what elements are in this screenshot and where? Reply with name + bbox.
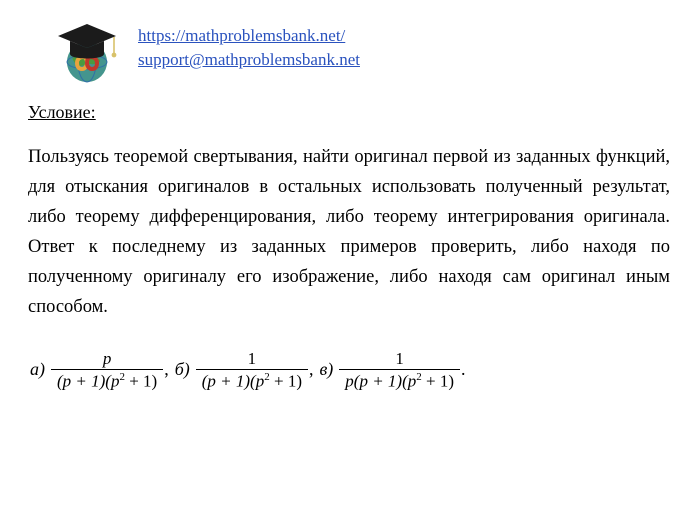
formula-item-a bbox=[30, 349, 173, 391]
fraction-b-den-exp: 2 bbox=[264, 370, 270, 383]
formula-c-separator: . bbox=[461, 359, 466, 380]
formula-item-c bbox=[319, 349, 469, 391]
formula-label-a: а) bbox=[30, 359, 45, 380]
fraction-a-numerator: p bbox=[102, 348, 112, 368]
condition-label: Условие: bbox=[28, 102, 96, 122]
fraction-b-numerator: 1 bbox=[247, 348, 257, 368]
website-link[interactable]: https://mathproblemsbank.net/ bbox=[138, 26, 346, 45]
logo-svg bbox=[50, 16, 124, 90]
fraction-b bbox=[196, 349, 308, 391]
fraction-c-denominator bbox=[339, 370, 460, 391]
problem-statement: Пользуясь теоремой свертывания, найти оригинал первой из заданных функций, для отыскания оригиналов в остальных использовать полученный результат, либо теорему дифференцирования, либо теорему интегрирования оригинала. Ответ к последнему из заданных примеров проверить, либо находя по полученному оригиналу его изображение, либо находя сам оригинал иным способом. bbox=[28, 147, 670, 317]
fraction-c-den-post: + 1) bbox=[421, 371, 455, 391]
formula-b-separator: , bbox=[308, 359, 314, 380]
contact-links bbox=[138, 16, 360, 72]
fraction-b-denominator bbox=[196, 370, 308, 391]
formula-a-separator: , bbox=[164, 359, 169, 380]
fraction-b-den-pre: (p + 1)(p bbox=[201, 371, 265, 391]
graduation-cap-globe-logo bbox=[50, 16, 124, 90]
fraction-c bbox=[339, 349, 460, 391]
fraction-c-den-exp: 2 bbox=[416, 370, 422, 383]
document-header bbox=[28, 10, 670, 90]
email-link[interactable]: support@mathproblemsbank.net bbox=[138, 50, 360, 70]
fraction-c-numerator: 1 bbox=[395, 348, 404, 368]
formula-label-c: в) bbox=[319, 359, 334, 380]
formula-label-b: б) bbox=[174, 359, 190, 380]
fraction-a-denominator bbox=[51, 370, 163, 391]
fraction-a bbox=[51, 349, 163, 391]
formula-item-b bbox=[175, 349, 318, 391]
fraction-a-den-pre: (p + 1)(p bbox=[57, 371, 120, 391]
formula-list bbox=[28, 349, 670, 391]
fraction-a-den-post: + 1) bbox=[124, 371, 158, 391]
fraction-b-den-post: + 1) bbox=[269, 371, 302, 391]
fraction-c-den-pre: p(p + 1)(p bbox=[345, 371, 417, 391]
fraction-a-den-exp: 2 bbox=[119, 370, 125, 383]
